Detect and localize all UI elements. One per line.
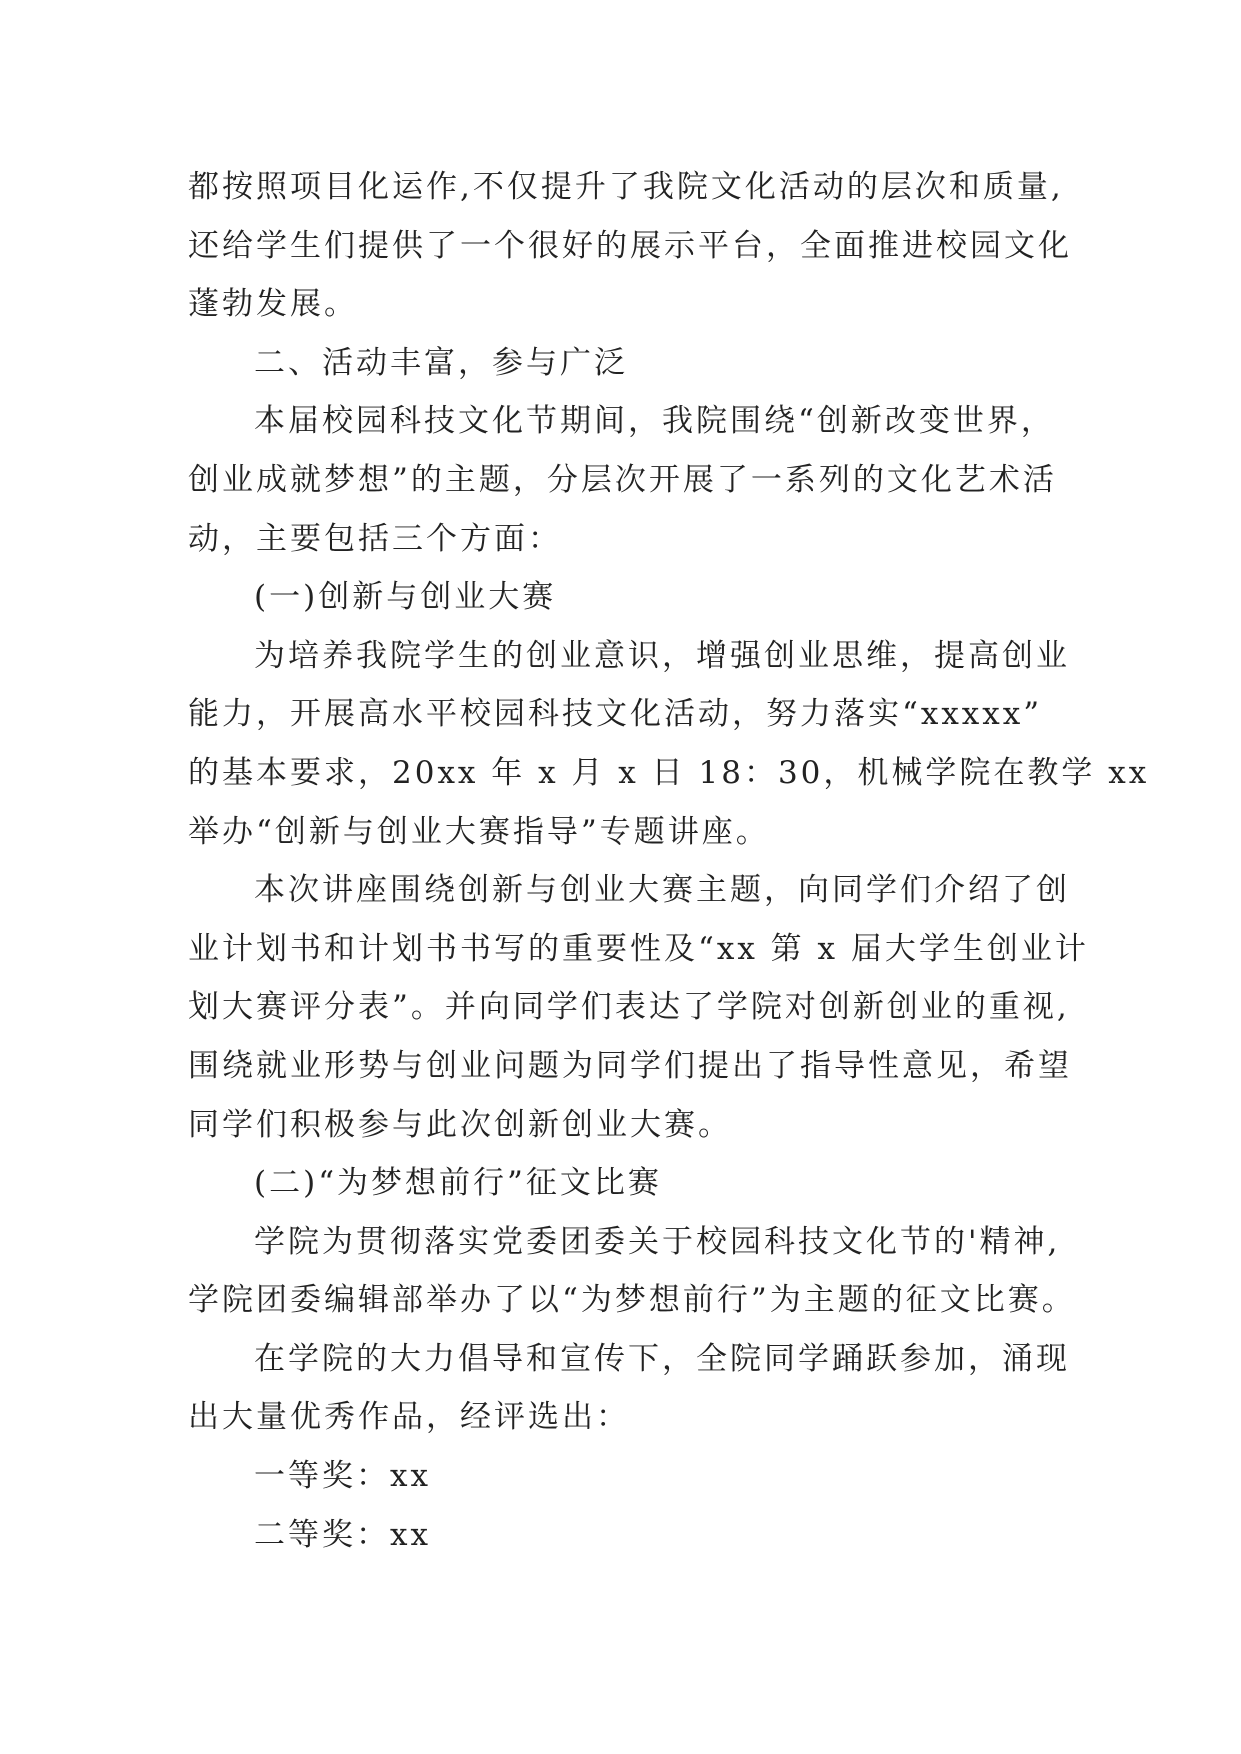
text-line: 举办“创新与创业大赛指导”专题讲座。 [188,813,770,850]
text-line: 动，主要包括三个方面： [188,520,562,557]
text-line: 在学院的大力倡导和宣传下，全院同学踊跃参加，涌现 [254,1340,1070,1377]
award-line: 二等奖：xx [254,1516,431,1553]
text-line: 本次讲座围绕创新与创业大赛主题，向同学们介绍了创 [254,872,1070,909]
text-line: 本届校园科技文化节期间，我院围绕“创新改变世界， [254,403,1055,440]
text-line: 为培养我院学生的创业意识，增强创业思维，提高创业 [254,637,1070,674]
text-line: 出大量优秀作品，经评选出： [188,1399,630,1436]
text-line: 能力，开展高水平校园科技文化活动，努力落实“xxxxx” [188,696,1043,733]
text-line: 学院为贯彻落实党委团委关于校园科技文化节的'精神, [254,1223,1061,1260]
subsection-heading: (一)创新与创业大赛 [254,579,557,616]
text-line: 围绕就业形势与创业问题为同学们提出了指导性意见，希望 [188,1047,1072,1084]
text-line: 划大赛评分表”。并向同学们表达了学院对创新创业的重视, [188,989,1070,1026]
text-line: 业计划书和计划书书写的重要性及“xx 第 x 届大学生创业计 [188,930,1089,967]
text-line: 都按照项目化运作,不仅提升了我院文化活动的层次和质量, [188,169,1064,205]
section-heading: 二、活动丰富，参与广泛 [254,344,628,381]
award-line: 一等奖：xx [254,1458,431,1495]
text-line: 还给学生们提供了一个很好的展示平台，全面推进校园文化 [188,227,1072,264]
subsection-heading: (二)“为梦想前行”征文比赛 [254,1165,662,1202]
text-line: 蓬勃发展。 [188,286,358,323]
text-line: 的基本要求，20xx 年 x 月 x 日 18：30，机械学院在教学 xx [188,754,1150,791]
text-line: 同学们积极参与此次创新创业大赛。 [188,1106,732,1143]
text-line: 创业成就梦想”的主题，分层次开展了一系列的文化艺术活 [188,461,1057,498]
text-line: 学院团委编辑部举办了以“为梦想前行”为主题的征文比赛。 [188,1282,1076,1319]
document-body [188,158,1150,1564]
